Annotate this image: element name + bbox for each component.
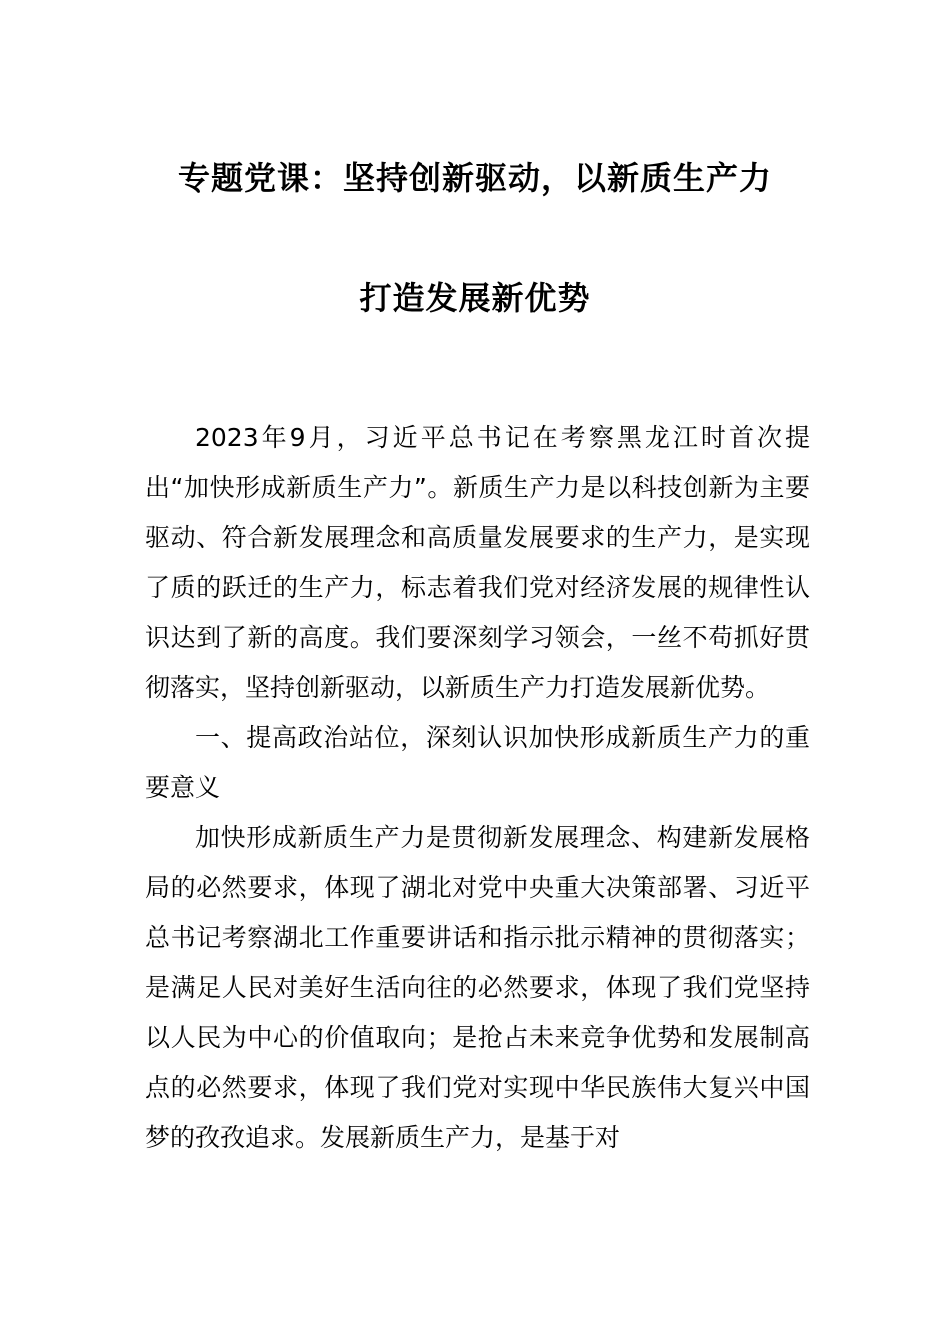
paragraph-section-1: 加快形成新质生产力是贯彻新发展理念、构建新发展格局的必然要求，体现了湖北对党中央重大决策部署、习近平总书记考察湖北工作重要讲话和指示批示精神的贯彻落实；是满足人民对美好生活向往的必然要求，体现了我们党坚持以人民为中心的价值取向；是抢占未来竞争优势和发展制高点的必然要求，体现了我们党对实现中华民族伟大复兴中国梦的孜孜追求。发展新质生产力，是基于对: [145, 823, 810, 1152]
document-title-line-2: 打造发展新优势: [359, 279, 591, 317]
section-heading-1: 一、提高政治站位，深刻认识加快形成新质生产力的重要意义: [145, 723, 810, 802]
paragraph-intro: 2023年9月，习近平总书记在考察黑龙江时首次提出“加快形成新质生产力”。新质生产力是以科技创新为主要驱动、符合新发展理念和高质量发展要求的生产力，是实现了质的跃迁的生产力，标志着我们党对经济发展的规律性认识达到了新的高度。我们要深刻学习领会，一丝不苟抓好贯彻落实，坚持创新驱动，以新质生产力打造发展新优势。: [145, 423, 810, 702]
document-body: [145, 413, 810, 1163]
document-title-line-1: 专题党课：坚持创新驱动，以新质生产力: [177, 159, 772, 197]
